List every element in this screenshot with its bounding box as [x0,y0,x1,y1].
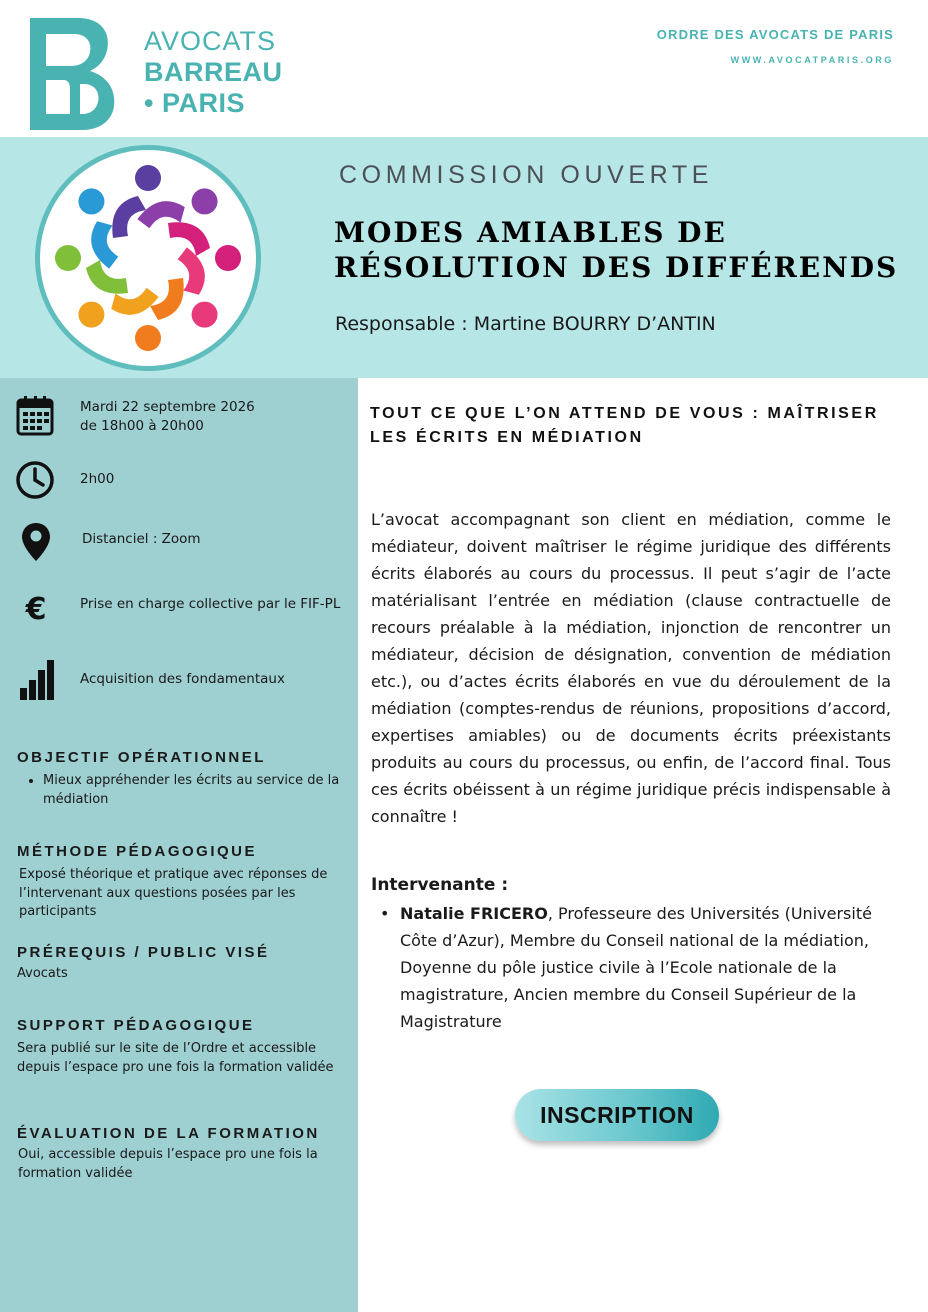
intervenant-title: Intervenante : [371,875,509,895]
main-paragraph: L’avocat accompagnant son client en médiation, comme le médiateur, doivent maîtriser le régime juridique des différents écrits élaborés au cours du processus. Il peut s’agir de l’acte matérialisant l’entrée en médiation (clause contractuelle de recours préalable à la médiation, injonction de rencontrer un médiateur, décision de désignation, convention de médiation etc.), ou d’actes écrits élaborés en vue du déroulement de la médiation (comptes-rendus de réunions, propositions d’accord, expertises amiables) ou de documents écrits préexistants produits au cours du processus, ou enfin, de l’accord final. Tous ces écrits obéissent à un régime juridique précis indispensable à connaître ! [371,510,891,826]
support-title: SUPPORT PÉDAGOGIQUE [17,1017,255,1034]
bullet-icon: • [380,904,390,923]
location-pin-icon [14,520,58,564]
org-url-link[interactable]: WWW.AVOCATPARIS.ORG [730,55,894,65]
inscription-button[interactable]: INSCRIPTION [515,1089,719,1141]
barreau-b-logo-icon [26,14,120,134]
page-title-line2: RÉSOLUTION DES DIFFÉRENDS [334,251,899,284]
intervenant-desc: , Professeure des Universités (Université Côte d’Azur), Membre du Conseil national de la médiation, Doyenne du pôle justice civile à l’Ecole nationale de la magistrature, Ancien membre du Conseil Supérieur de la Magistrature [400,904,872,1031]
banner-kicker: COMMISSION OUVERTE [339,161,714,189]
org-name: ORDRE DES AVOCATS DE PARIS [656,27,894,42]
date-line2: de 18h00 à 20h00 [80,418,204,434]
euro-icon [14,586,58,630]
logo-line-paris: • PARIS [144,88,245,118]
clock-icon [14,458,58,502]
intervenant-name: Natalie FRICERO [400,904,548,923]
sidebar [0,378,358,1312]
banner-image [40,150,256,366]
evaluation-title: ÉVALUATION DE LA FORMATION [17,1125,320,1142]
objectif-body [17,772,347,809]
support-body: Sera publié sur le site de l’Ordre et accessible depuis l’espace pro une fois la formation validée [17,1041,334,1075]
banner [0,137,928,378]
page-header [0,0,928,137]
level-text: Acquisition des fondamentaux [80,671,285,687]
prerequis-title: PRÉREQUIS / PUBLIC VISÉ [17,944,270,961]
logo-wordmark [144,26,283,118]
methode-title: MÉTHODE PÉDAGOGIQUE [17,843,258,860]
responsable-text: Responsable : Martine BOURRY D’ANTIN [335,313,716,335]
duration-text: 2h00 [80,471,115,487]
main-title: TOUT CE QUE L’ON ATTEND DE VOUS : MAÎTRISER LES ÉCRITS EN MÉDIATION [370,405,879,446]
calendar-icon [14,394,58,438]
date-line1: Mardi 22 septembre 2026 [80,399,255,415]
logo-line-barreau: BARREAU [144,57,283,87]
org-block [657,27,894,65]
logo-line-avocats: AVOCATS [144,26,277,56]
location-text: Distanciel : Zoom [82,531,201,547]
banner-image-frame [35,145,261,371]
funding-text: Prise en charge collective par le FIF-PL [80,596,341,612]
info-date-text [80,398,255,436]
page-title-line1: MODES AMIABLES DE [334,216,727,249]
bar-level-icon [14,658,58,702]
intervenant-item [380,900,900,1035]
prerequis-body: Avocats [17,966,68,981]
people-circle-icon [40,150,256,366]
objectif-item: • Mieux appréhender les écrits au service de la médiation [43,772,347,809]
page-title [334,215,898,285]
svg-text:€: € [25,592,47,627]
evaluation-body: Oui, accessible depuis l’espace pro une fois la formation validée [18,1147,318,1181]
methode-body: Exposé théorique et pratique avec réponses de l’intervenant aux questions posées par les participants [19,867,328,919]
objectif-title: OBJECTIF OPÉRATIONNEL [17,749,266,766]
